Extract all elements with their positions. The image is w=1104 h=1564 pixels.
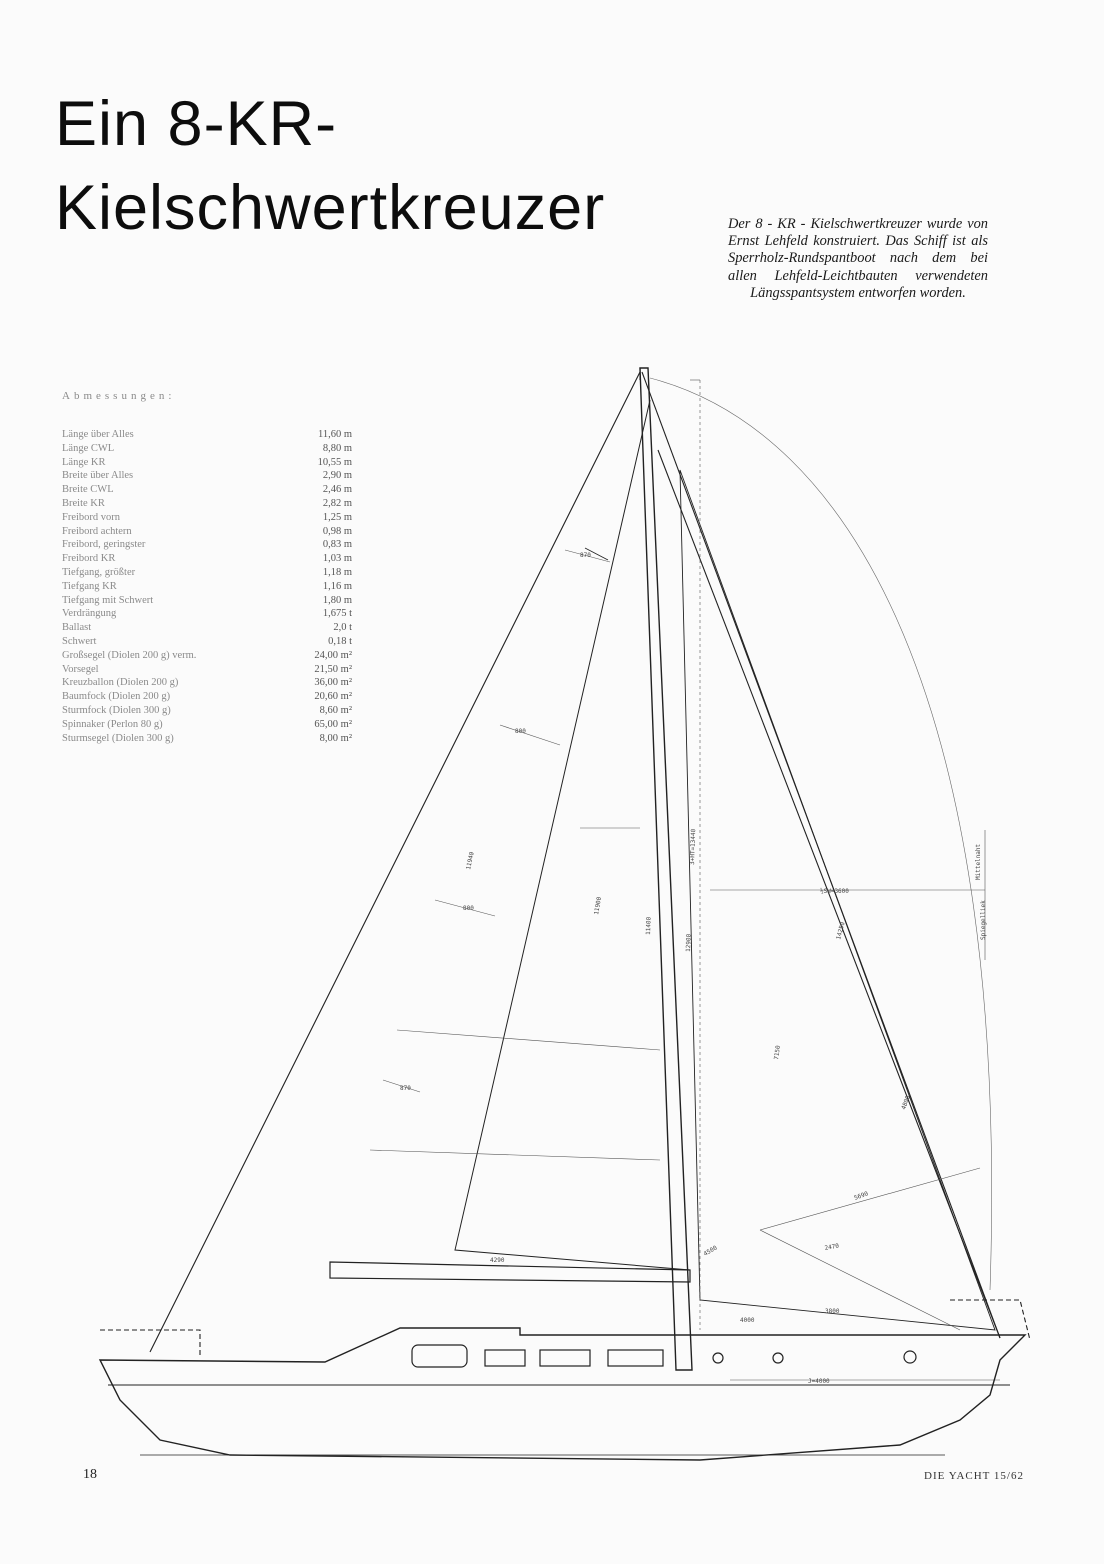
dimension-label: Freibord achtern <box>62 525 132 537</box>
dimension-label: Freibord, geringster <box>62 539 146 551</box>
dimension-value: 2,82 m <box>322 497 352 509</box>
dimension-label: Länge KR <box>62 456 106 468</box>
dim-label: Mittelnaht <box>975 843 982 880</box>
dimension-label: Ballast <box>62 622 92 634</box>
dimension-label: Sturmfock (Diolen 300 g) <box>62 704 171 716</box>
dimension-value: 8,00 m² <box>319 732 352 744</box>
dim-label: 11940 <box>465 851 476 871</box>
dimensions-heading: Abmessungen: <box>62 390 176 402</box>
dimension-value: 2,90 m <box>322 470 352 482</box>
title-line-2: Kielschwertkreuzer <box>55 173 606 243</box>
dimension-label: Sturmsegel (Diolen 300 g) <box>62 732 174 744</box>
dim-label: 11400 <box>645 916 653 936</box>
dimension-label: Tiefgang mit Schwert <box>62 594 154 606</box>
dimension-value: 20,60 m² <box>314 691 352 703</box>
dim-label: 870 <box>400 1085 411 1092</box>
dimension-label: Tiefgang, größter <box>62 566 136 578</box>
dimension-value: 1,03 m <box>322 553 352 565</box>
dim-label: J=4000 <box>808 1378 830 1385</box>
dim-label: 800 <box>463 905 474 912</box>
dim-label: 12900 <box>685 933 693 953</box>
dimension-value: 11,60 m <box>317 429 352 440</box>
dimension-value: 8,80 m <box>322 442 352 454</box>
dim-label: ½SW=3600 <box>820 888 849 895</box>
dimension-value: 2,46 m <box>322 484 352 496</box>
dimension-label: Großsegel (Diolen 200 g) verm. <box>62 649 197 661</box>
title-line-1: Ein 8-KR- <box>55 89 338 159</box>
dimension-label: Freibord vorn <box>62 511 121 523</box>
dimension-value: 0,83 m <box>322 539 352 551</box>
intro-paragraph: Der 8 - KR - Kielschwertkreuzer wurde von Ernst Lehfeld konstruiert. Das Schiff ist als Sperrholz-Rundspantboot nach dem bei allen Lehfeld-Leichtbauten verwendeten Längsspantsystem entworfen worden. <box>728 216 988 301</box>
dimension-label: Breite CWL <box>62 484 114 496</box>
dimension-value: 1,25 m <box>322 511 352 523</box>
dim-label: 5690 <box>853 1190 870 1202</box>
dimension-label: Breite über Alles <box>62 470 134 482</box>
dimension-label: Schwert <box>62 635 97 647</box>
dimension-value: 0,98 m <box>322 525 352 537</box>
dimension-value: 1,80 m <box>322 594 352 606</box>
dim-label: 2470 <box>824 1242 840 1252</box>
dimension-label: Länge über Alles <box>62 429 134 440</box>
dim-label: 4800 <box>900 1094 912 1111</box>
dimension-label: Spinnaker (Perlon 80 g) <box>62 718 163 730</box>
dim-label: 4000 <box>740 1317 755 1324</box>
dim-label: 11900 <box>593 896 604 916</box>
jib <box>680 470 995 1330</box>
dimension-label: Verdrängung <box>62 608 117 620</box>
dim-label: 4290 <box>490 1257 505 1264</box>
hull <box>100 1328 1025 1460</box>
dim-label: 800 <box>515 728 526 735</box>
dimension-value: 1,18 m <box>322 566 352 578</box>
dim-label: 14250 <box>835 921 847 941</box>
dim-label: 7150 <box>773 1044 782 1061</box>
dimension-label: Breite KR <box>62 497 105 509</box>
dim-label: 4500 <box>702 1244 719 1258</box>
dimension-value: 0,18 t <box>328 635 352 647</box>
dimension-label: Länge CWL <box>62 442 115 454</box>
backstay <box>150 372 640 1352</box>
dimension-value: 21,50 m² <box>314 663 352 675</box>
dimension-value: 2,0 t <box>333 622 352 634</box>
spinnaker-curve <box>650 378 992 1290</box>
dim-label: 3800 <box>825 1308 840 1315</box>
dim-label: 870 <box>580 552 591 559</box>
dimension-label: Kreuzballon (Diolen 200 g) <box>62 677 179 689</box>
dimension-value: 1,675 t <box>322 608 352 620</box>
dim-label: 3+HT=13440 <box>689 828 698 866</box>
journal-reference: DIE YACHT 15/62 <box>924 1470 1024 1482</box>
dimension-label: Freibord KR <box>62 553 116 565</box>
dimension-value: 8,60 m² <box>319 704 352 716</box>
page-number: 18 <box>83 1467 97 1482</box>
dimension-label: Tiefgang KR <box>62 580 117 592</box>
dimension-value: 36,00 m² <box>314 677 352 689</box>
dimension-value: 10,55 m <box>317 456 352 468</box>
dimension-label: Vorsegel <box>62 663 99 675</box>
dimension-value: 24,00 m² <box>314 649 352 661</box>
dimension-value: 1,16 m <box>322 580 352 592</box>
dimension-value: 65,00 m² <box>314 718 352 730</box>
dimension-label: Baumfock (Diolen 200 g) <box>62 691 171 703</box>
dim-label: Spiegelliek <box>980 900 987 940</box>
